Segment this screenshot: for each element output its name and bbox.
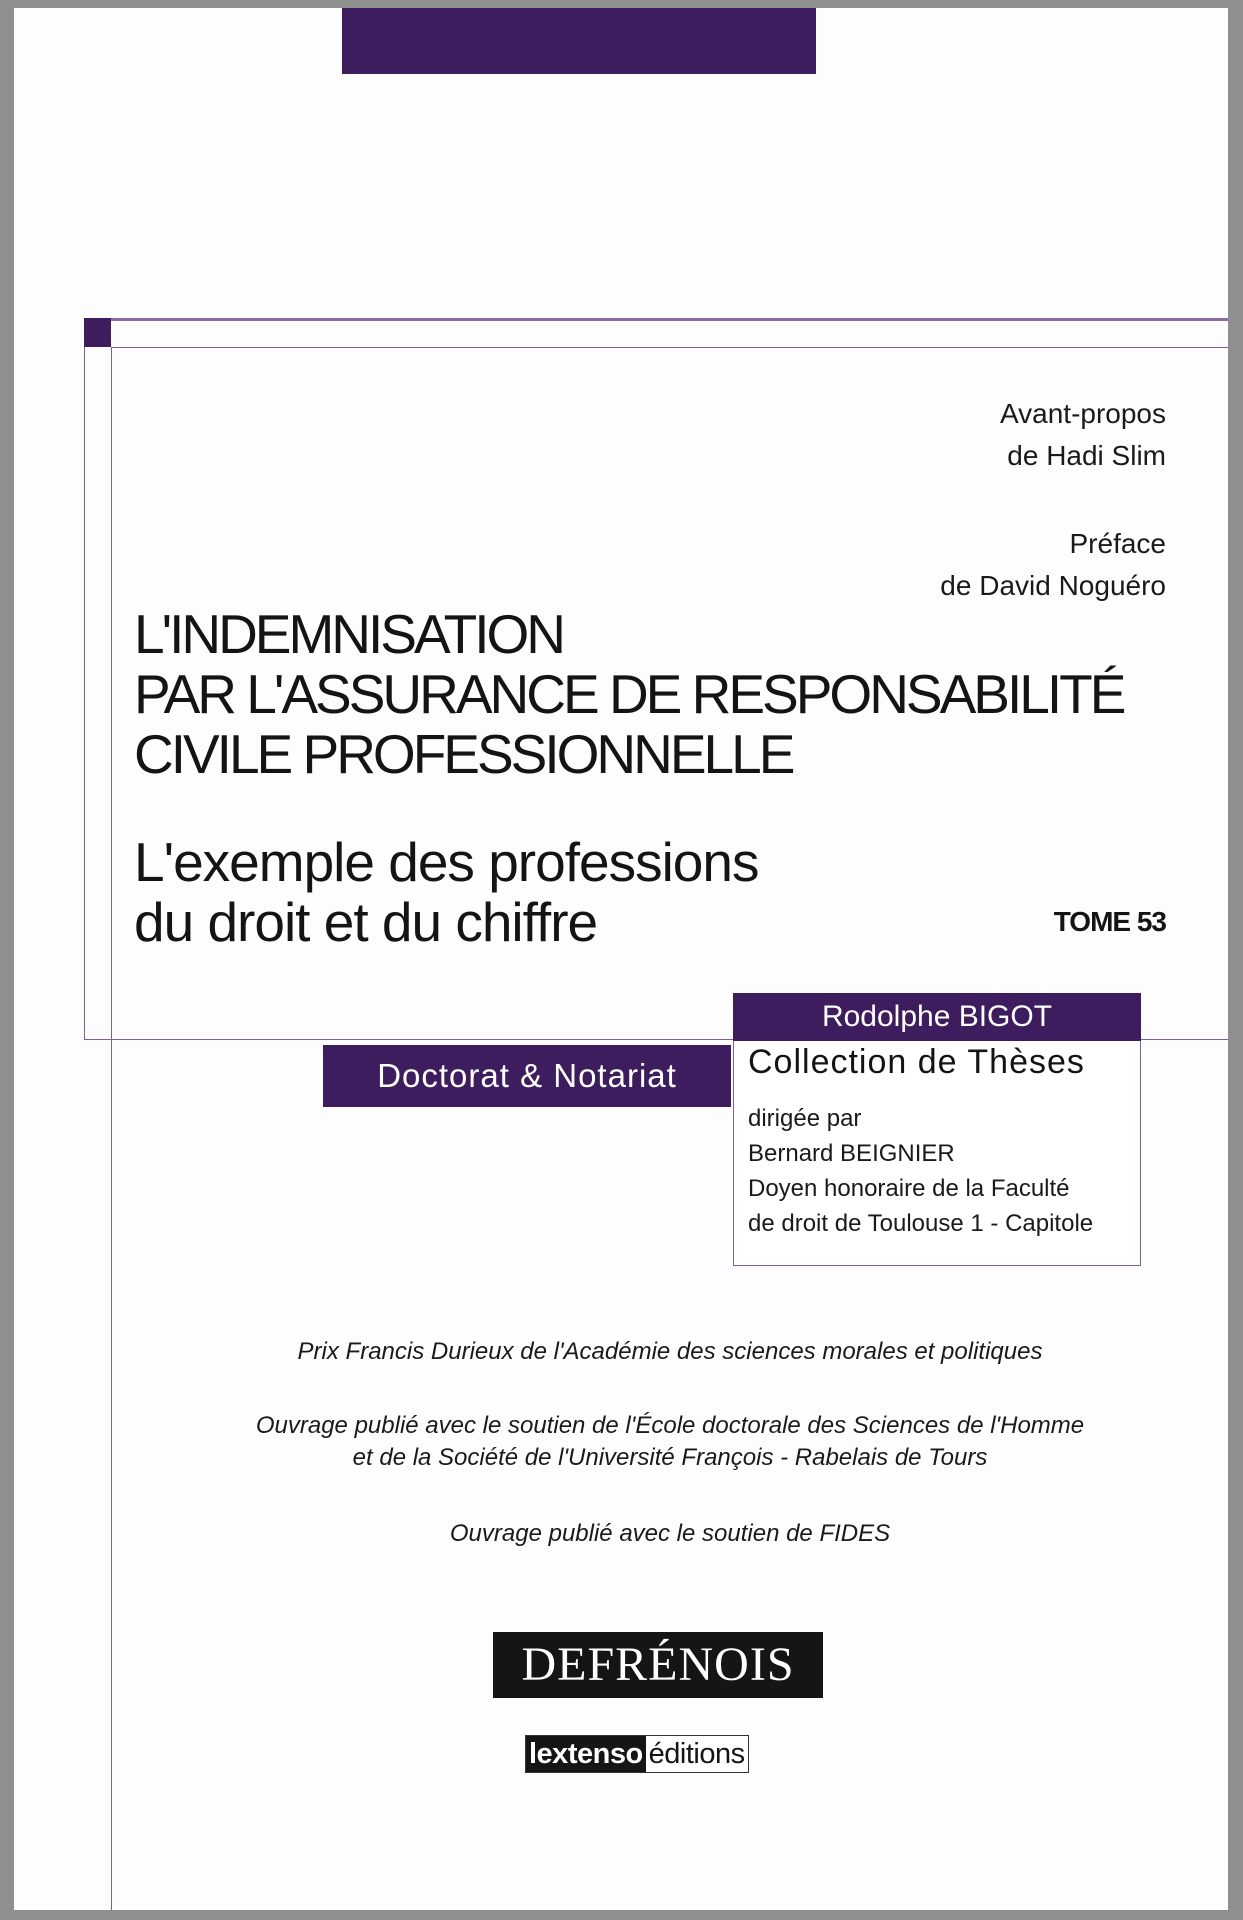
subtitle-line: L'exemple des professions [134,831,759,893]
author-name: Rodolphe BIGOT [733,993,1141,1041]
support-note-line: Ouvrage publié avec le soutien de l'École doctorale des Sciences de l'Homme [255,1412,1085,1439]
support-note [112,1410,1228,1474]
frame-left-line [84,347,85,1039]
book-title [134,604,1123,784]
book-cover [14,8,1228,1910]
frame-corner-square [84,318,111,347]
frame-top-line [84,318,1228,321]
collection-title: Collection de Thèses [748,1043,1085,1081]
collection-line: Bernard BEIGNIER [748,1140,955,1167]
title-line: L'INDEMNISATION [134,603,563,665]
subtitle-line: du droit et du chiffre [134,891,598,953]
collection-line: dirigée par [748,1105,862,1132]
publisher-logo: DEFRÉNOIS [493,1632,823,1698]
imprint-logo-part1: lextenso [526,1736,646,1772]
fides-note: Ouvrage publié avec le soutien de FIDES [449,1520,891,1547]
avant-propos-label: Avant-propos [999,398,1166,429]
avant-propos-author: de Hadi Slim [1007,440,1166,471]
frame-inner-left-line [111,347,112,1910]
imprint-logo [525,1735,749,1773]
imprint-logo-part2: éditions [646,1736,748,1772]
frame-inner-top-line [111,347,1228,348]
title-line: PAR L'ASSURANCE DE RESPONSABILITÉ [134,663,1124,725]
collection-line: de droit de Toulouse 1 - Capitole [748,1210,1094,1237]
preface-label: Préface [1069,528,1166,559]
title-line: CIVILE PROFESSIONNELLE [134,723,793,785]
top-purple-band [342,8,816,74]
preface-author: de David Noguéro [940,570,1166,601]
collection-line: Doyen honoraire de la Faculté [748,1175,1070,1202]
collection-director [748,1101,1093,1241]
avant-propos [1000,393,1166,477]
prize-note: Prix Francis Durieux de l'Académie des sciences morales et politiques [297,1338,1043,1365]
book-subtitle [134,832,758,952]
support-note-line: et de la Société de l'Université François - Rabelais de Tours [352,1444,988,1471]
preface [940,523,1166,607]
collection-label: Doctorat & Notariat [323,1045,731,1107]
collection-box [733,1041,1141,1266]
tome-number: TOME 53 [1053,906,1166,937]
